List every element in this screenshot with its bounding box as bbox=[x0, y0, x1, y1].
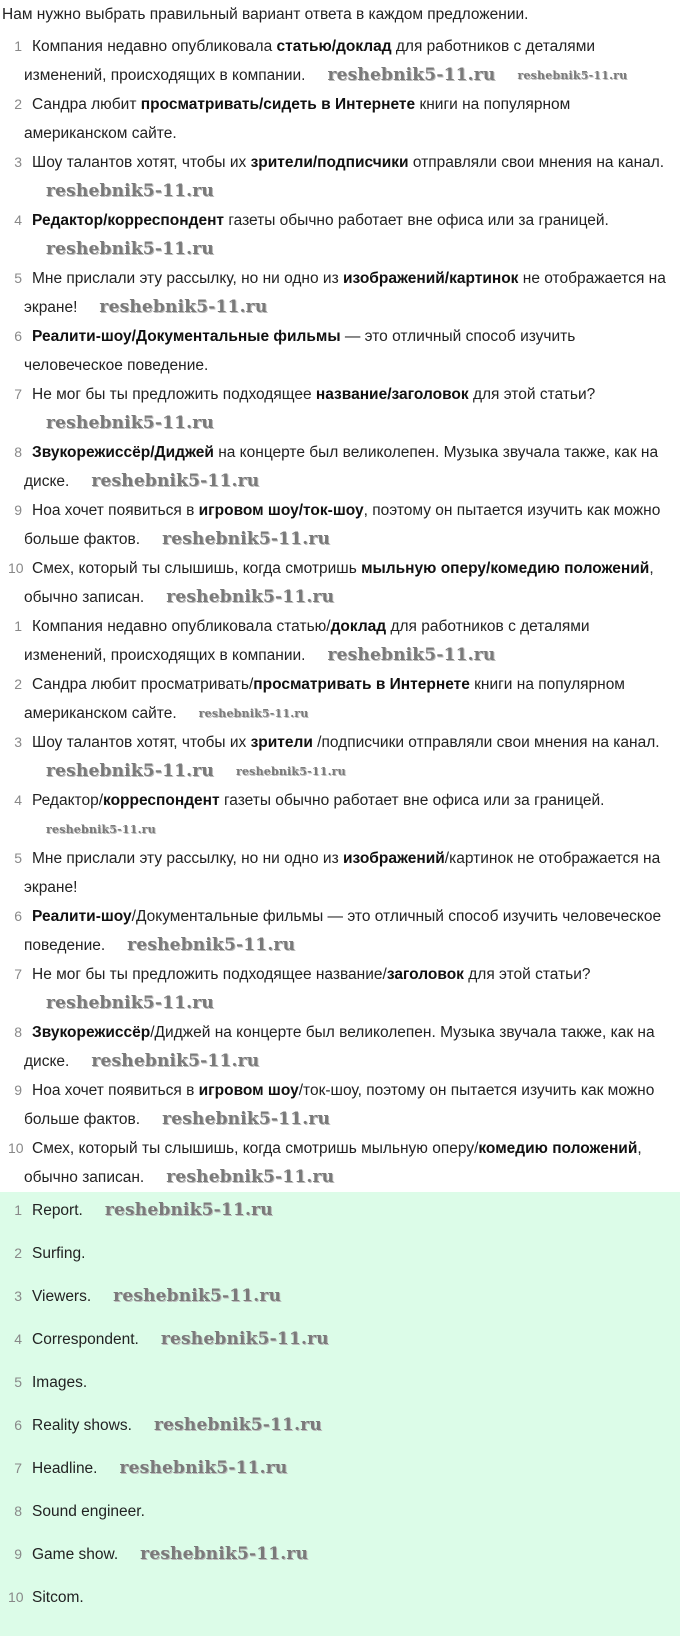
item-number: 9 bbox=[14, 502, 22, 518]
answer-label: Sound engineer. bbox=[32, 1503, 145, 1520]
item-text bbox=[24, 90, 670, 148]
text-segment: /картинок не отображается на экране! bbox=[24, 850, 661, 896]
item-text bbox=[24, 438, 670, 496]
text-segment: Ноа хочет появиться в bbox=[32, 502, 199, 519]
text-segment: /ток-шоу, поэтому он пытается изучить как можно больше фактов. bbox=[24, 1082, 655, 1128]
text-segment: Шоу талантов хотят, чтобы их bbox=[32, 734, 251, 751]
text-segment: Компания недавно опубликовала bbox=[32, 38, 277, 55]
text-segment: для этой статьи? bbox=[468, 386, 596, 403]
answer-item bbox=[0, 1497, 680, 1540]
answer-label: Reality shows. bbox=[32, 1417, 132, 1434]
item-text bbox=[24, 148, 670, 206]
highlighted-choice: комедию положений bbox=[478, 1140, 638, 1157]
highlighted-choice: заголовок bbox=[386, 966, 464, 983]
watermark: reshebnik5-11.ru bbox=[162, 1109, 331, 1129]
item-number: 10 bbox=[8, 1140, 24, 1156]
answer-text bbox=[24, 1239, 670, 1268]
highlighted-choice: игровом шоу bbox=[198, 1082, 299, 1099]
highlighted-choice: изображений/картинок bbox=[342, 270, 519, 287]
answer-label: Images. bbox=[32, 1374, 88, 1391]
item-text bbox=[24, 264, 670, 322]
text-segment: Не мог бы ты предложить подходящее название/ bbox=[32, 966, 387, 983]
item-number: 7 bbox=[14, 966, 22, 982]
answer-text bbox=[24, 1196, 670, 1225]
text-segment: /Диджей на концерте был великолепен. Музыка звучала также, как на диске. bbox=[24, 1024, 655, 1070]
item-number: 7 bbox=[14, 1460, 22, 1476]
item-text bbox=[24, 786, 670, 844]
item-number: 1 bbox=[14, 618, 22, 634]
watermark: reshebnik5-11.ru bbox=[327, 645, 496, 665]
watermark: reshebnik5-11.ru bbox=[113, 1286, 282, 1306]
text-segment: Сандра любит bbox=[32, 96, 141, 113]
watermark: reshebnik5-11.ru bbox=[166, 587, 335, 607]
item-number: 2 bbox=[14, 1245, 22, 1261]
highlighted-choice: Звукорежиссёр bbox=[32, 1024, 151, 1041]
watermark: reshebnik5-11.ru bbox=[198, 707, 309, 720]
answer-text bbox=[24, 1411, 670, 1440]
text-segment: для работников с деталями изменений, происходящих в компании. bbox=[24, 618, 590, 664]
highlighted-choice: Реалити-шоу bbox=[32, 908, 132, 925]
watermark: reshebnik5-11.ru bbox=[91, 1051, 260, 1071]
highlighted-choice: просматривать в Интернете bbox=[253, 676, 470, 693]
text-segment: Редактор/ bbox=[32, 792, 104, 809]
item-text bbox=[24, 902, 670, 960]
highlighted-choice: Реалити-шоу/Документальные фильмы bbox=[32, 328, 341, 345]
text-segment: газеты обычно работает вне офиса или за границей. bbox=[224, 212, 609, 229]
watermark: reshebnik5-11.ru bbox=[46, 761, 214, 781]
question-item bbox=[0, 148, 680, 206]
watermark: reshebnik5-11.ru bbox=[517, 69, 628, 82]
question-item bbox=[0, 322, 680, 380]
watermark: reshebnik5-11.ru bbox=[153, 1415, 322, 1435]
highlighted-choice: зрители bbox=[250, 734, 313, 751]
answer-item bbox=[0, 1282, 680, 1325]
item-number: 3 bbox=[14, 734, 22, 750]
solution-item bbox=[0, 728, 680, 786]
text-segment: Компания недавно опубликовала статью/ bbox=[32, 618, 331, 635]
solution-item bbox=[0, 844, 680, 902]
intro-text: Нам нужно выбрать правильный вариант ответа в каждом предложении. bbox=[2, 6, 529, 23]
answer-label: Report. bbox=[32, 1202, 83, 1219]
item-number: 4 bbox=[14, 1331, 22, 1347]
answers-panel bbox=[0, 1192, 680, 1636]
answer-item bbox=[0, 1239, 680, 1282]
item-number: 3 bbox=[14, 1288, 22, 1304]
highlighted-choice: корреспондент bbox=[103, 792, 220, 809]
item-number: 8 bbox=[14, 1503, 22, 1519]
text-segment: для работников с деталями изменений, происходящих в компании. bbox=[24, 38, 596, 84]
watermark: reshebnik5-11.ru bbox=[127, 935, 296, 955]
text-segment: Смех, который ты слышишь, когда смотришь bbox=[32, 560, 362, 577]
item-number: 7 bbox=[14, 386, 22, 402]
text-segment: Не мог бы ты предложить подходящее bbox=[32, 386, 316, 403]
item-number: 3 bbox=[14, 154, 22, 170]
watermark: reshebnik5-11.ru bbox=[46, 239, 214, 259]
answer-item bbox=[0, 1540, 680, 1583]
watermark: reshebnik5-11.ru bbox=[46, 823, 156, 836]
answer-item bbox=[0, 1583, 680, 1626]
item-number: 8 bbox=[14, 1024, 22, 1040]
item-number: 5 bbox=[14, 1374, 22, 1390]
text-segment: книги на популярном американском сайте. bbox=[24, 96, 571, 142]
watermark: reshebnik5-11.ru bbox=[46, 413, 214, 433]
solutions-list bbox=[0, 612, 680, 1192]
answer-item bbox=[0, 1196, 680, 1239]
highlighted-choice: просматривать/сидеть в Интернете bbox=[140, 96, 416, 113]
item-number: 2 bbox=[14, 96, 22, 112]
question-item bbox=[0, 206, 680, 264]
item-number: 1 bbox=[14, 38, 22, 54]
highlighted-choice: игровом шоу/ток-шоу bbox=[198, 502, 364, 519]
item-number: 6 bbox=[14, 328, 22, 344]
text-segment: не отображается на экране! bbox=[24, 270, 666, 316]
answer-text bbox=[24, 1454, 670, 1483]
answer-item bbox=[0, 1325, 680, 1368]
text-segment: , поэтому он пытается изучить как можно больше фактов. bbox=[24, 502, 661, 548]
item-number: 8 bbox=[14, 444, 22, 460]
answer-text bbox=[24, 1282, 670, 1311]
item-text bbox=[24, 1134, 670, 1192]
question-item bbox=[0, 90, 680, 148]
answer-text bbox=[24, 1583, 670, 1612]
answer-item bbox=[0, 1368, 680, 1411]
highlighted-choice: название/заголовок bbox=[315, 386, 469, 403]
watermark: reshebnik5-11.ru bbox=[99, 297, 268, 317]
answer-label: Surfing. bbox=[32, 1245, 86, 1262]
item-text bbox=[24, 380, 670, 438]
text-segment: для этой статьи? bbox=[463, 966, 591, 983]
watermark: reshebnik5-11.ru bbox=[91, 471, 260, 491]
text-segment: Шоу талантов хотят, чтобы их bbox=[32, 154, 251, 171]
question-item bbox=[0, 438, 680, 496]
answer-text bbox=[24, 1325, 670, 1354]
highlighted-choice: мыльную оперу/комедию положений bbox=[361, 560, 650, 577]
answer-item bbox=[0, 1454, 680, 1497]
answer-label: Sitcom. bbox=[32, 1589, 84, 1606]
text-segment: , обычно записан. bbox=[24, 560, 654, 606]
text-segment: /подписчики отправляли свои мнения на канал. bbox=[312, 734, 660, 751]
highlighted-choice: зрители/подписчики bbox=[250, 154, 409, 171]
text-segment: отправляли свои мнения на канал. bbox=[408, 154, 665, 171]
solution-item bbox=[0, 960, 680, 1018]
question-item bbox=[0, 380, 680, 438]
watermark: reshebnik5-11.ru bbox=[140, 1544, 309, 1564]
answer-text bbox=[24, 1540, 670, 1569]
item-number: 1 bbox=[14, 1202, 22, 1218]
text-segment: — это отличный способ изучить человеческое поведение. bbox=[24, 328, 576, 374]
item-text bbox=[24, 496, 670, 554]
item-text bbox=[24, 1076, 670, 1134]
item-text bbox=[24, 670, 670, 728]
solution-item bbox=[0, 786, 680, 844]
item-number: 5 bbox=[14, 850, 22, 866]
text-segment: Ноа хочет появиться в bbox=[32, 1082, 199, 1099]
item-number: 4 bbox=[14, 792, 22, 808]
item-number: 10 bbox=[8, 560, 24, 576]
item-number: 10 bbox=[8, 1589, 24, 1605]
answer-text bbox=[24, 1368, 670, 1397]
answer-label: Correspondent. bbox=[32, 1331, 139, 1348]
text-segment: /Документальные фильмы — это отличный способ изучить человеческое поведение. bbox=[24, 908, 662, 954]
text-segment: Мне прислали эту рассылку, но ни одно из bbox=[32, 270, 343, 287]
answer-text bbox=[24, 1497, 670, 1526]
question-item bbox=[0, 496, 680, 554]
item-number: 6 bbox=[14, 1417, 22, 1433]
text-segment: Сандра любит просматривать/ bbox=[32, 676, 254, 693]
questions-list bbox=[0, 32, 680, 612]
item-text bbox=[24, 844, 670, 902]
answer-label: Viewers. bbox=[32, 1288, 92, 1305]
watermark: reshebnik5-11.ru bbox=[104, 1200, 273, 1220]
text-segment: на концерте был великолепен. Музыка звучала также, как на диске. bbox=[24, 444, 659, 490]
watermark: reshebnik5-11.ru bbox=[46, 181, 214, 201]
item-number: 4 bbox=[14, 212, 22, 228]
item-text bbox=[24, 612, 670, 670]
answer-label: Headline. bbox=[32, 1460, 98, 1477]
solution-item bbox=[0, 1018, 680, 1076]
item-text bbox=[24, 960, 670, 1018]
solution-item bbox=[0, 612, 680, 670]
text-segment: газеты обычно работает вне офиса или за границей. bbox=[219, 792, 605, 809]
item-text bbox=[24, 322, 670, 380]
item-text bbox=[24, 554, 670, 612]
item-text bbox=[24, 32, 670, 90]
question-item bbox=[0, 554, 680, 612]
question-item bbox=[0, 32, 680, 90]
answer-label: Game show. bbox=[32, 1546, 119, 1563]
highlighted-choice: доклад bbox=[330, 618, 387, 635]
watermark: reshebnik5-11.ru bbox=[327, 65, 496, 85]
solution-item bbox=[0, 670, 680, 728]
text-segment: , обычно записан. bbox=[24, 1140, 642, 1186]
highlighted-choice: изображений bbox=[342, 850, 445, 867]
watermark: reshebnik5-11.ru bbox=[46, 993, 214, 1013]
text-segment: книги на популярном американском сайте. bbox=[24, 676, 625, 722]
solution-item bbox=[0, 1134, 680, 1192]
highlighted-choice: Редактор/корреспондент bbox=[32, 212, 225, 229]
watermark: reshebnik5-11.ru bbox=[235, 765, 346, 778]
item-number: 2 bbox=[14, 676, 22, 692]
item-text bbox=[24, 206, 670, 264]
watermark: reshebnik5-11.ru bbox=[162, 529, 331, 549]
text-segment: Смех, который ты слышишь, когда смотришь мыльную оперу/ bbox=[32, 1140, 479, 1157]
solution-item bbox=[0, 902, 680, 960]
answer-item bbox=[0, 1411, 680, 1454]
item-text bbox=[24, 728, 670, 786]
solution-item bbox=[0, 1076, 680, 1134]
watermark: reshebnik5-11.ru bbox=[166, 1167, 335, 1187]
item-number: 9 bbox=[14, 1546, 22, 1562]
highlighted-choice: статью/доклад bbox=[276, 38, 392, 55]
question-item bbox=[0, 264, 680, 322]
watermark: reshebnik5-11.ru bbox=[160, 1329, 329, 1349]
item-text bbox=[24, 1018, 670, 1076]
item-number: 9 bbox=[14, 1082, 22, 1098]
highlighted-choice: Звукорежиссёр/Диджей bbox=[32, 444, 214, 461]
watermark: reshebnik5-11.ru bbox=[119, 1458, 288, 1478]
item-number: 6 bbox=[14, 908, 22, 924]
item-number: 5 bbox=[14, 270, 22, 286]
text-segment: Мне прислали эту рассылку, но ни одно из bbox=[32, 850, 343, 867]
